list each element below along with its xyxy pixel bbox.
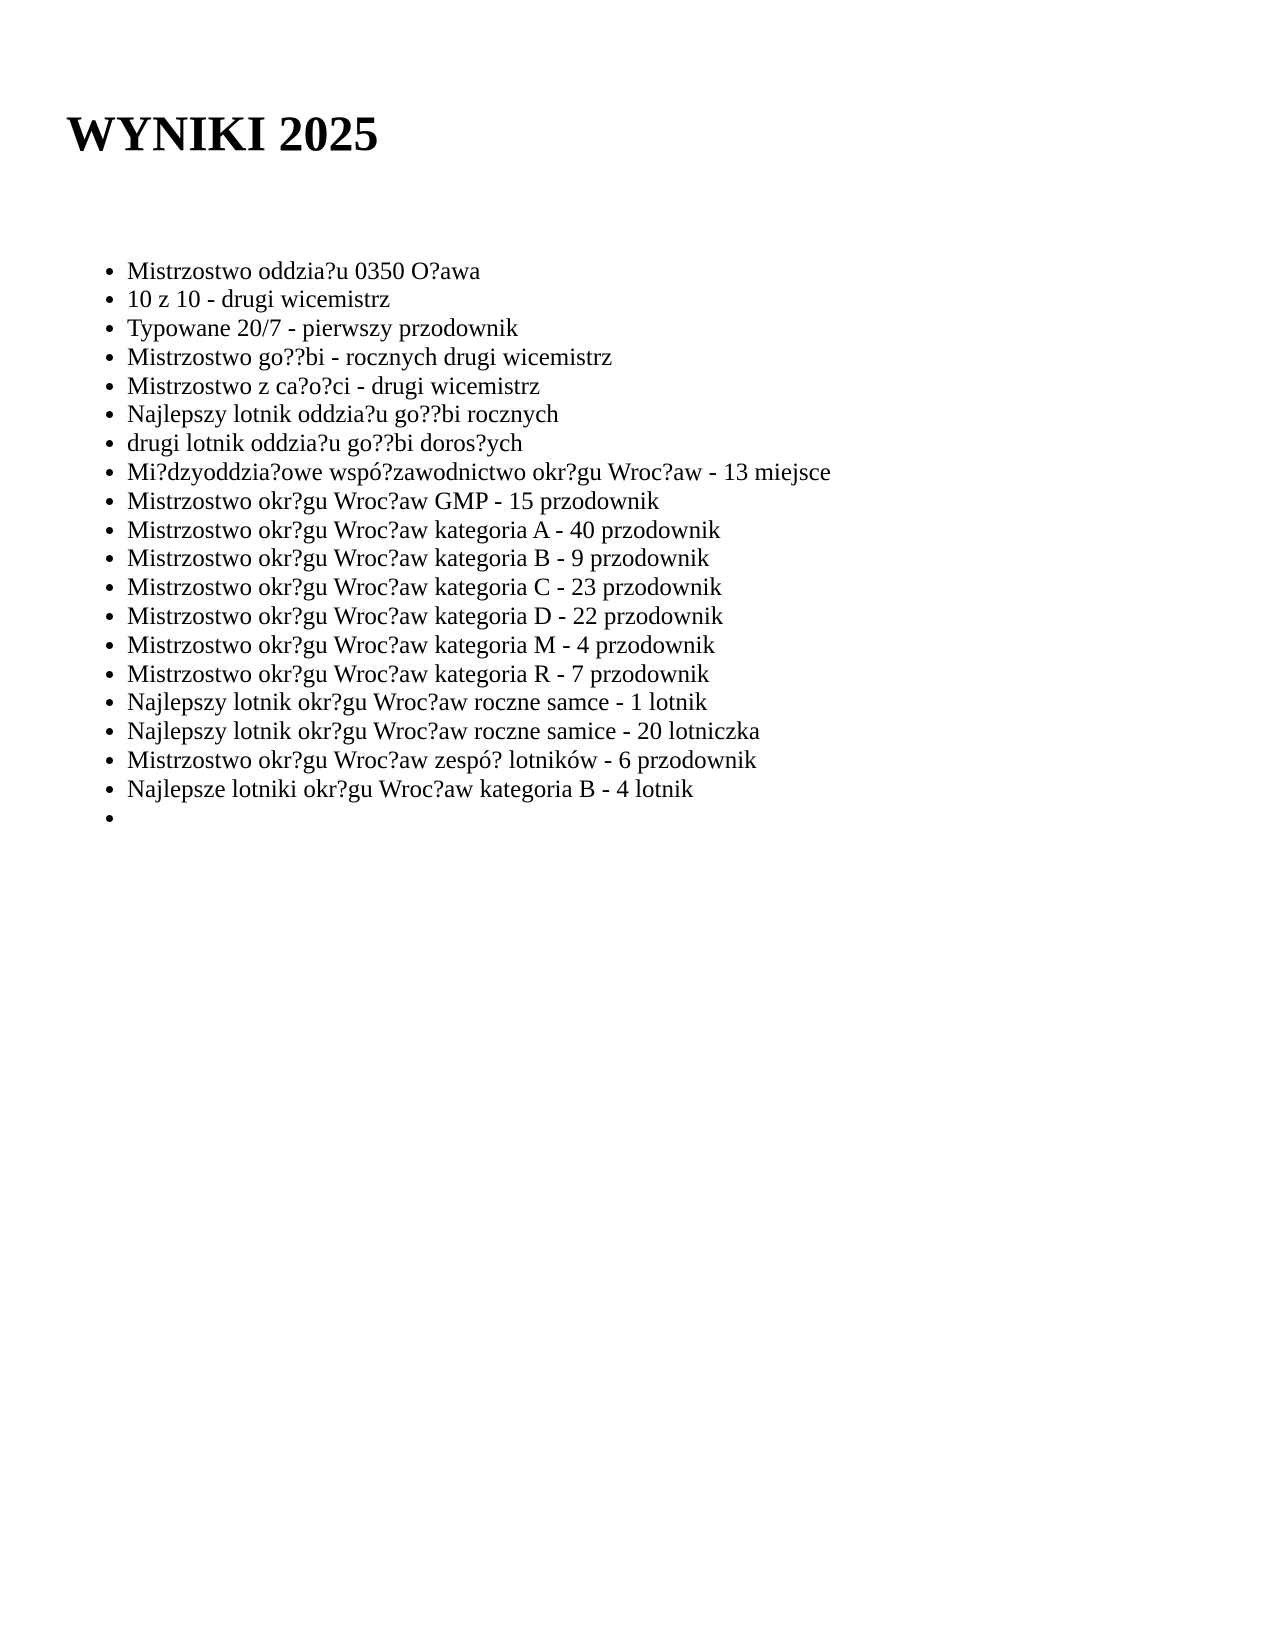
list-item: • Mistrzostwo okr?gu Wroc?aw kategoria C - 23 przodownik — [127, 574, 1275, 603]
list-item: • Mistrzostwo okr?gu Wroc?aw kategoria M - 4 przodownik — [127, 632, 1275, 661]
list-item: • Mistrzostwo okr?gu Wroc?aw kategoria R - 7 przodownik — [127, 661, 1275, 690]
page-title: WYNIKI 2025 — [66, 105, 379, 161]
list-item: • Najlepszy lotnik okr?gu Wroc?aw roczne samice - 20 lotniczka — [127, 718, 1275, 747]
results-list — [66, 258, 1275, 834]
list-item: • Typowane 20/7 - pierwszy przodownik — [127, 315, 1275, 344]
list-item: • Mi?dzyoddzia?owe wspó?zawodnictwo okr?gu Wroc?aw - 13 miejsce — [127, 459, 1275, 488]
list-item: • Mistrzostwo okr?gu Wroc?aw zespó? lotników - 6 przodownik — [127, 747, 1275, 776]
list-item: • 10 z 10 - drugi wicemistrz — [127, 286, 1275, 315]
list-item: • Mistrzostwo okr?gu Wroc?aw GMP - 15 przodownik — [127, 488, 1275, 517]
list-item — [127, 805, 1275, 834]
list-item: • Najlepszy lotnik okr?gu Wroc?aw roczne samce - 1 lotnik — [127, 689, 1275, 718]
list-item: • Mistrzostwo okr?gu Wroc?aw kategoria D - 22 przodownik — [127, 603, 1275, 632]
list-item: • Mistrzostwo okr?gu Wroc?aw kategoria B - 9 przodownik — [127, 545, 1275, 574]
list-item: • Mistrzostwo oddzia?u 0350 O?awa — [127, 258, 1275, 287]
list-item: • Mistrzostwo z ca?o?ci - drugi wicemistrz — [127, 373, 1275, 402]
list-item: • drugi lotnik oddzia?u go??bi doros?ych — [127, 430, 1275, 459]
list-item: • Mistrzostwo go??bi - rocznych drugi wicemistrz — [127, 344, 1275, 373]
list-item: • Mistrzostwo okr?gu Wroc?aw kategoria A - 40 przodownik — [127, 517, 1275, 546]
list-item: • Najlepsze lotniki okr?gu Wroc?aw kategoria B - 4 lotnik — [127, 776, 1275, 805]
list-item: • Najlepszy lotnik oddzia?u go??bi rocznych — [127, 401, 1275, 430]
